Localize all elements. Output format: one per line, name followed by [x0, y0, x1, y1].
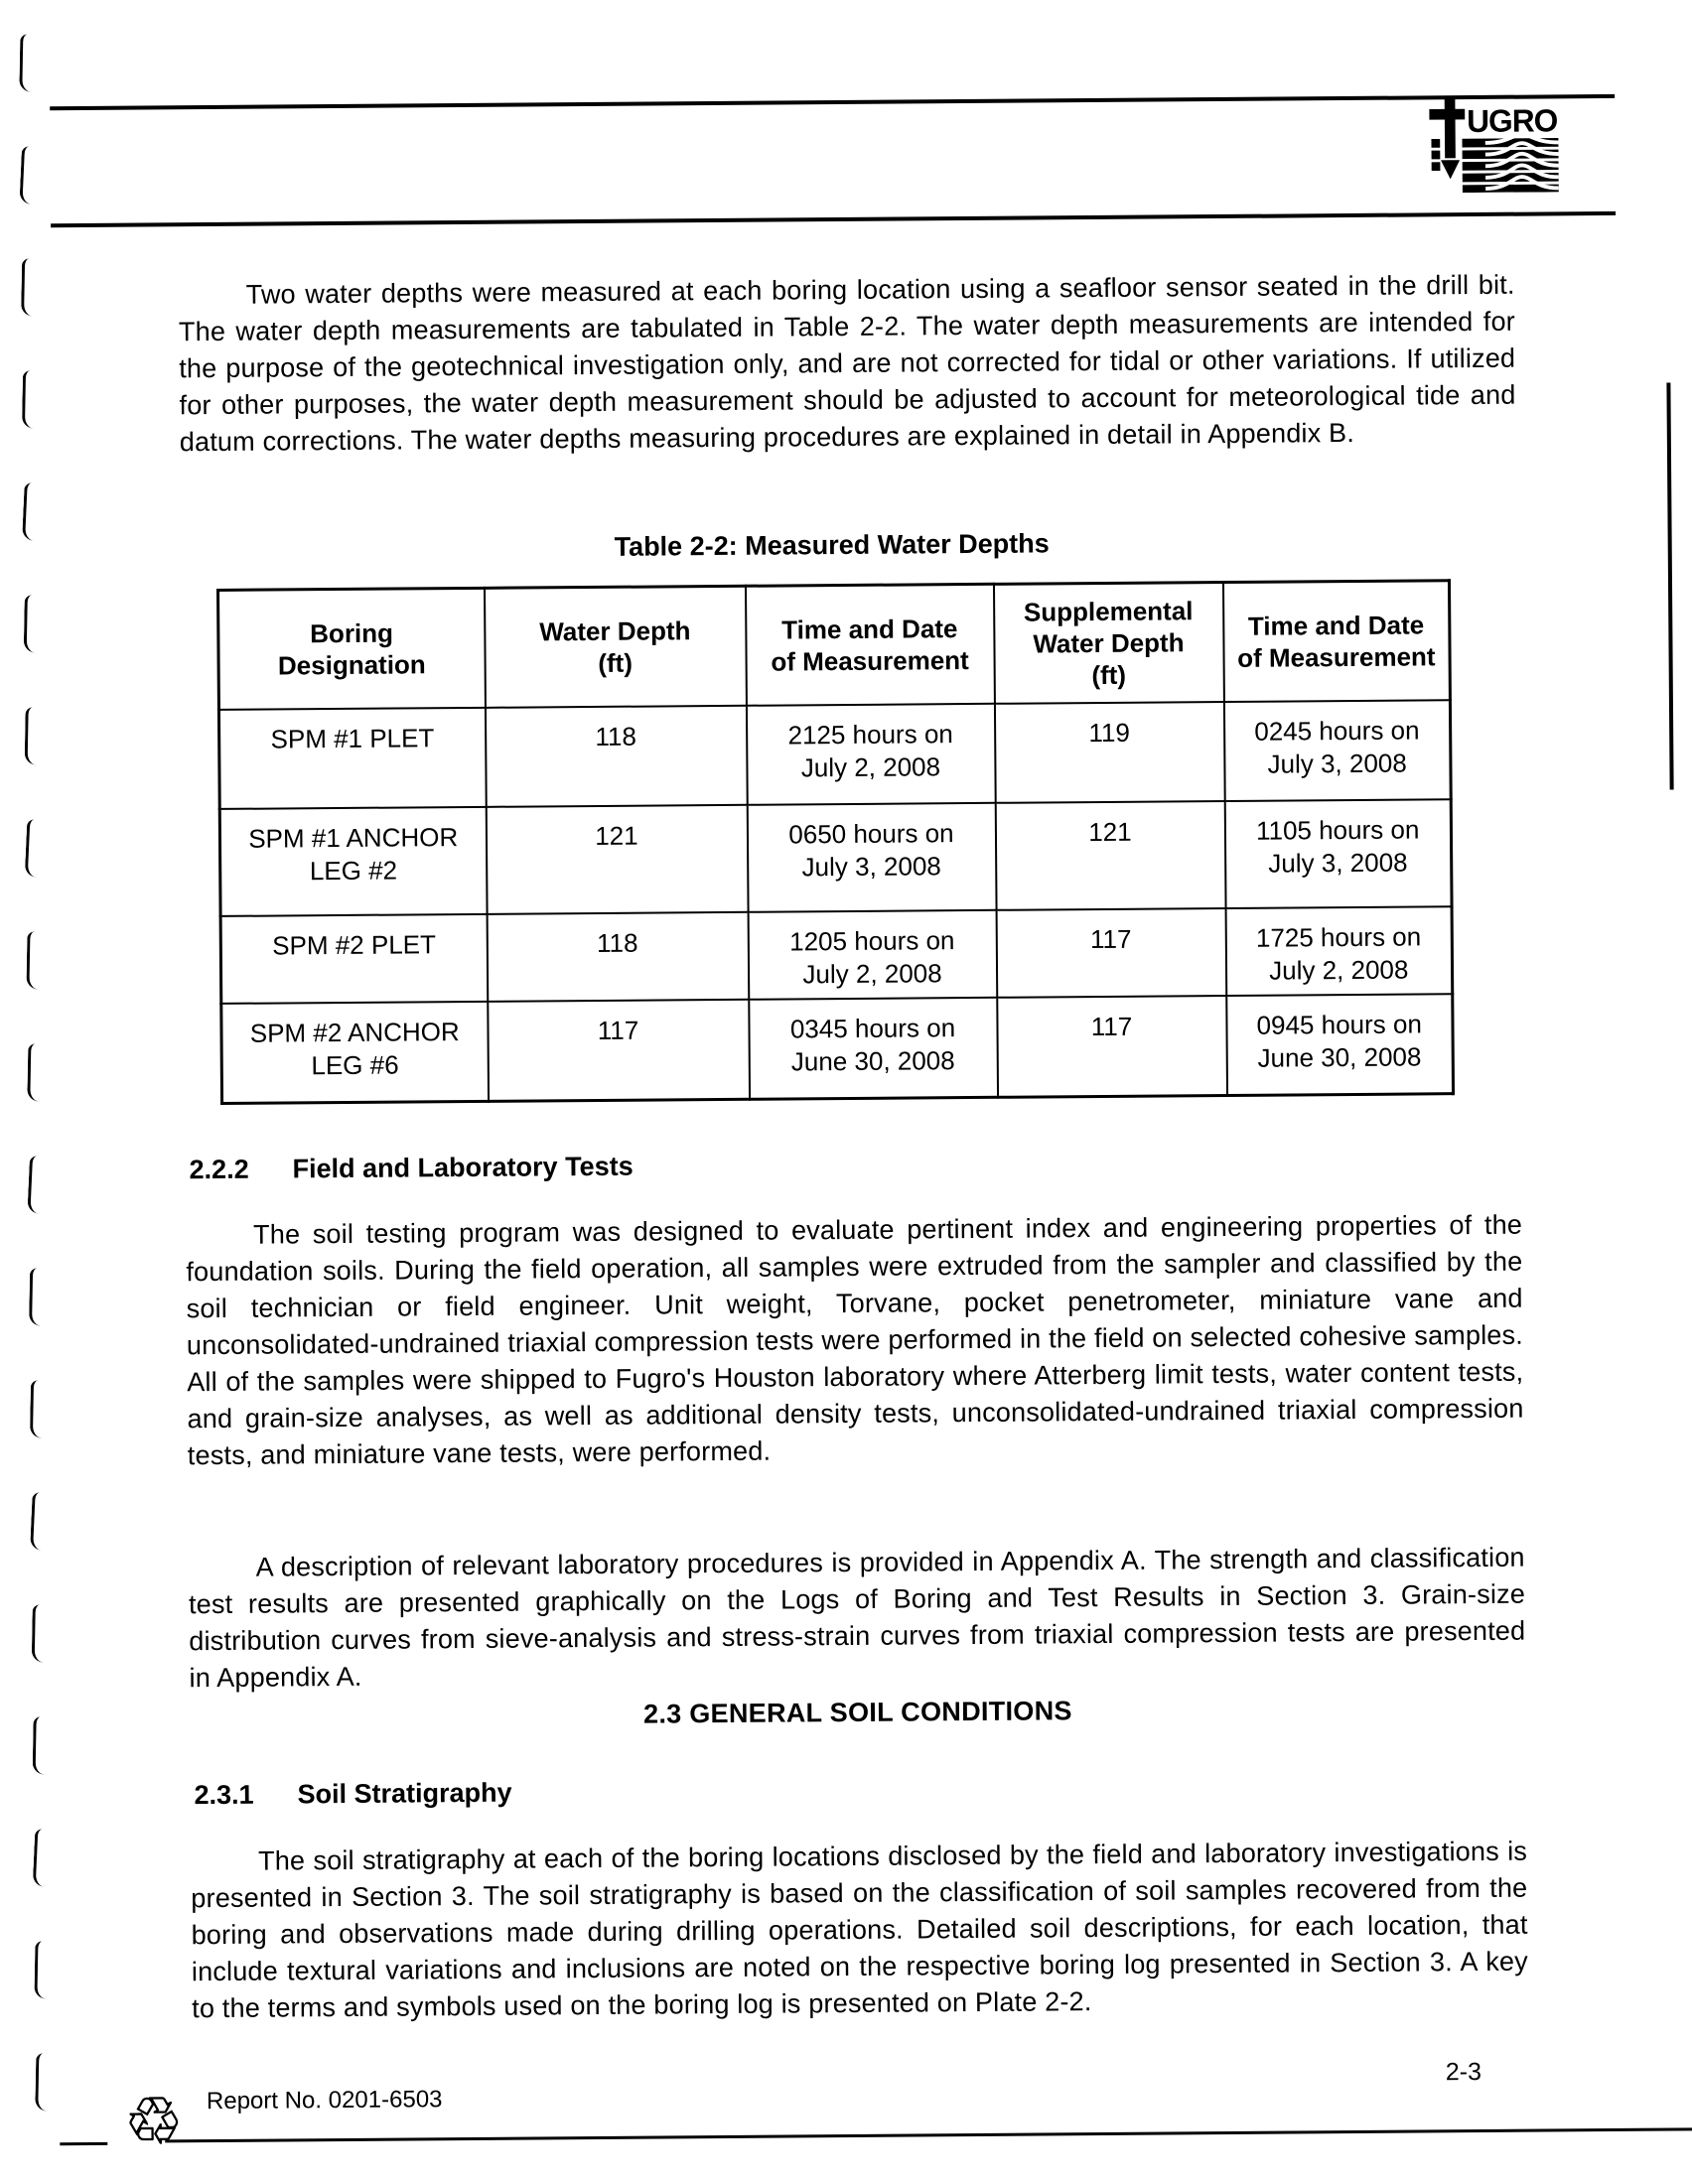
header-rule-top [50, 94, 1615, 110]
cell-designation: SPM #2 ANCHOR LEG #6 [221, 1002, 489, 1103]
table-row [221, 994, 1454, 1103]
section-number: 2.3.1 [194, 1779, 254, 1811]
table-row [218, 700, 1451, 809]
section-title: Field and Laboratory Tests [292, 1151, 634, 1184]
cell-designation: SPM #1 ANCHOR LEG #2 [219, 807, 487, 916]
header-time-date-1: Time and Date of Measurement [745, 584, 994, 705]
footer-page-number: 2-3 [1445, 2058, 1482, 2087]
cell-designation: SPM #2 PLET [220, 914, 488, 1004]
cell-time-1: 1205 hours on July 2, 2008 [748, 910, 997, 1000]
cell-water-depth: 121 [486, 805, 748, 914]
footer-report-number: Report No. 0201-6503 [206, 2086, 443, 2116]
soil-stratigraphy-paragraph: The soil stratigraphy at each of the boring locations disclosed by the field and laboratory investigations is presented in Section 3. The soil stratigraphy is based on the classification of soil samples recovered from the boring and observations made during drilling operations. Detailed soil descriptions, for each location, that include textural variations and inclusions are noted on the respective boring log presented in Section 3. A key to the terms and symbols used on the boring log is presented on Plate 2-2. [191, 1836, 1529, 2024]
cell-time-2: 0945 hours on June 30, 2008 [1226, 994, 1454, 1095]
cell-supp-depth: 117 [997, 996, 1227, 1097]
cell-designation: SPM #1 PLET [218, 708, 486, 809]
right-edge-scan-artifact [1666, 382, 1673, 789]
cell-supp-depth: 117 [996, 908, 1226, 998]
cell-supp-depth: 119 [994, 702, 1224, 803]
table-header-row [218, 581, 1451, 710]
binding-marks [0, 0, 1683, 7]
field-lab-paragraph: The soil testing program was designed to evaluate pertinent index and engineering properties of the foundation soils. During the field operation, all samples were extruded from the sampler and classified by the soil technician or field engineer. Unit weight, Torvane, pocket penetrometer, miniature vane and unconsolidated-undrained triaxial compression tests were performed in the field on selected cohesive samples. All of the samples were shipped to Fugro's Houston laboratory where Atterberg limit tests, water content tests, and grain-size analyses, as well as additional density tests, unconsolidated-undrained triaxial compression tests, and miniature vane tests, were performed. [186, 1209, 1524, 1471]
recycle-icon: ♻ [124, 2085, 183, 2159]
fugro-logo-letters: UGRO [1467, 102, 1559, 139]
header-supplemental-depth: Supplemental Water Depth (ft) [993, 583, 1223, 704]
cell-water-depth: 118 [485, 706, 747, 807]
water-depths-table [216, 579, 1455, 1104]
header-time-date-2: Time and Date of Measurement [1222, 581, 1450, 702]
header-rule-bottom [51, 211, 1616, 227]
cell-time-1: 0345 hours on June 30, 2008 [749, 998, 998, 1099]
cell-time-2: 1725 hours on July 2, 2008 [1225, 906, 1453, 996]
section-heading-23: 2.3 GENERAL SOIL CONDITIONS [642, 1696, 1072, 1729]
section-number: 2.2.2 [189, 1154, 249, 1185]
table-row [219, 799, 1452, 916]
header-water-depth: Water Depth (ft) [485, 586, 747, 708]
cell-time-2: 1105 hours on July 3, 2008 [1224, 799, 1452, 908]
footer-rule [165, 2127, 1692, 2142]
table-title: Table 2-2: Measured Water Depths [614, 528, 1050, 562]
table-row [220, 906, 1453, 1004]
cell-time-2: 0245 hours on July 3, 2008 [1223, 700, 1451, 801]
cell-water-depth: 118 [487, 912, 749, 1002]
section-title: Soil Stratigraphy [297, 1777, 512, 1810]
section-heading-231 [194, 1770, 1524, 1812]
lab-procedures-paragraph: A description of relevant laboratory procedures is provided in Appendix A. The strength and classification test results are presented graphically on the Logs of Boring and Test Results in Section 3. Grain-size distribution curves from sieve-analysis and stress-strain curves from triaxial compression tests are presented in Appendix A. [188, 1542, 1526, 1694]
cell-time-1: 2125 hours on July 2, 2008 [746, 704, 995, 805]
footer-left-dash [60, 2142, 107, 2145]
cell-water-depth: 117 [488, 1000, 750, 1101]
header-boring-designation: Boring Designation [218, 588, 486, 710]
fugro-logo [1429, 97, 1559, 193]
cell-supp-depth: 121 [995, 801, 1225, 910]
intro-paragraph: Two water depths were measured at each boring location using a seafloor sensor seated in the drill bit. The water depth measurements are tabulated in Table 2-2. The water depth measurements are intended for the purpose of the geotechnical investigation only, and are not corrected for tidal or other variations. If utilized for other purposes, the water depth measurement should be adjusted to account for meteorological tide and datum corrections. The water depths measuring procedures are explained in detail in Appendix B. [178, 269, 1516, 458]
section-heading-222 [189, 1145, 1519, 1186]
cell-time-1: 0650 hours on July 3, 2008 [747, 803, 996, 912]
